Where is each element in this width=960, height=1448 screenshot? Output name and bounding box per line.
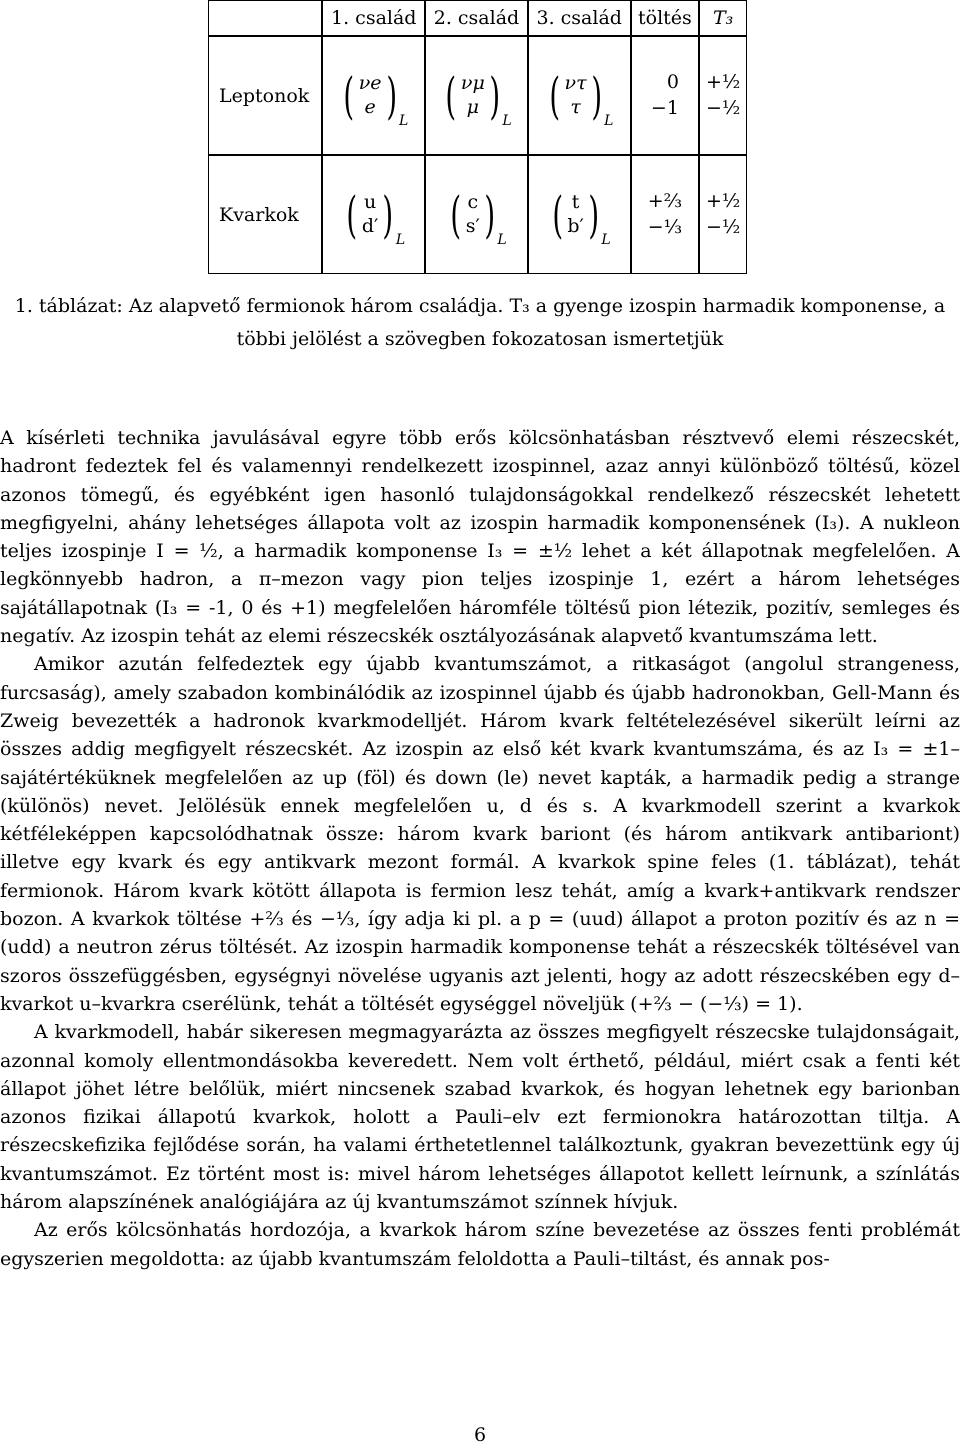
lepton-family-2: ( νμ μ ) L <box>425 36 528 155</box>
lepton-family-1: ( νe e ) L <box>322 36 425 155</box>
lepton-family-3: ( ντ τ ) L <box>528 36 631 155</box>
lepton-charge: 0 −1 <box>631 36 700 155</box>
quark-charge: +⅔ −⅓ <box>631 155 700 274</box>
paragraph-4: Az erős kölcsönhatás hordozója, a kvarkok három színe bevezetése az összes fenti problémát egyszerien megoldotta: az újabb kvantumszám feloldotta a Pauli–tiltást, és annak pos- <box>0 1219 960 1270</box>
header-t3: T₃ <box>699 0 747 36</box>
paragraph-3: A kvarkmodell, habár sikeresen megmagyarázta az összes megfigyelt részecske tulajdonságait, azonnal komoly ellentmondásokba keveredett. Nem volt érthető, például, miért csak a fenti két állapot jöhet létre belőlük, miért nincsenek szabad kvarkok, és hogyan lehetnek egy barionban azonos fizikai állapotú kvarkok, holott a Pauli–elv ezt fermionokra határozottan tiltja. A részecskefizika fejlődése során, ha valami érthetetlennel találkoztunk, gyakran bevezettünk egy új kvantumszámot. Ez történt most is: mivel három lehetséges állapotot kellett leírnunk, a színlátás három alapszínének analógiájára az új kvantumszámot színnek hívjuk. <box>0 1021 960 1214</box>
quark-family-3: ( t b′ ) L <box>528 155 631 274</box>
header-empty <box>208 0 322 36</box>
page-number: 6 <box>473 1424 487 1446</box>
paragraph-2: Amikor azután felfedeztek egy újabb kvantumszámot, a ritkaságot (angolul strangeness, furcsaság), amely szabadon kombinálódik az izospinnel újabb és újabb hadronokban, Gell-Mann és Zweig bevezették a hadronok kvarkmodelljét. Három kvark feltételezésével sikerült leírni az összes addig megfigyelt részecskét. Az izospin az első két kvark kvantumszáma, és az I₃ = ±1–sajátértéküknek megfelelően az up (föl) és down (le) nevet kapták, a harmadik pedig a strange (különös) nevet. Jelölésük ennek megfelelően u, d és s. A kvarkmodell szerint a kvarkok kétféleképpen kapcsolódhatnak össze: három kvark bariont (és három antikvark antibariont) illetve egy kvark és egy antikvark mezont formál. A kvarkok spine feles (1. táblázat), tehát fermionok. Három kvark kötött állapota is fermion lesz tehát, amíg a kvark+antikvark rendszer bozon. A kvarkok töltése +⅔ és −⅓, így adja ki pl. a p = (uud) állapot a proton pozitív és az n = (udd) a neutron zérus töltését. Az izospin harmadik komponense tehát a részecskék töltésével van szoros összefüggésben, egységnyi növelése ugyanis azt jelenti, hogy az adott részecskében egy d–kvarkot u–kvarkra cserélünk, tehát a töltését egységgel növeljük (+⅔ − (−⅓) = 1). <box>0 653 960 1015</box>
row-label-leptons: Leptonok <box>208 36 322 155</box>
body-text <box>0 424 960 1273</box>
table-caption: 1. táblázat: Az alapvető fermionok három családja. T₃ a gyenge izospin harmadik komponense, a többi jelölést a szövegben fokozatosan ismertetjük <box>14 295 946 350</box>
paragraph-1: A kísérleti technika javulásával egyre több erős kölcsönhatásban résztvevő elemi részecskét, hadront fedeztek fel és valamennyi rendelkezett izospinnel, azaz annyi különböző töltésű, közel azonos tömegű, és egyébként igen hasonló tulajdonságokkal rendelkező részecskét lehetett megfigyelni, ahány lehetséges állapota volt az izospin harmadik komponensének (I₃). A nukleon teljes izospinje I = ½, a harmadik komponense I₃ = ±½ lehet a két állapotnak megfelelően. A legkönnyebb hadron, a π–mezon vagy pion teljes izospinje 1, ezért a három lehetséges sajátállapotnak (I₃ = -1, 0 és +1) megfelelően háromféle töltésű pion létezik, pozitív, semleges és negatív. Az izospin tehát az elemi részecskék osztályozásának alapvető kvantumszáma lett. <box>0 427 960 648</box>
lepton-t3: +½ −½ <box>699 36 747 155</box>
fermion-table <box>208 0 747 274</box>
quark-family-1: ( u d′ ) L <box>322 155 425 274</box>
header-family-1: 1. család <box>322 0 425 36</box>
header-family-2: 2. család <box>425 0 528 36</box>
row-label-quarks: Kvarkok <box>208 155 322 274</box>
header-charge: töltés <box>631 0 700 36</box>
quark-t3: +½ −½ <box>699 155 747 274</box>
header-family-3: 3. család <box>528 0 631 36</box>
quark-family-2: ( c s′ ) L <box>425 155 528 274</box>
